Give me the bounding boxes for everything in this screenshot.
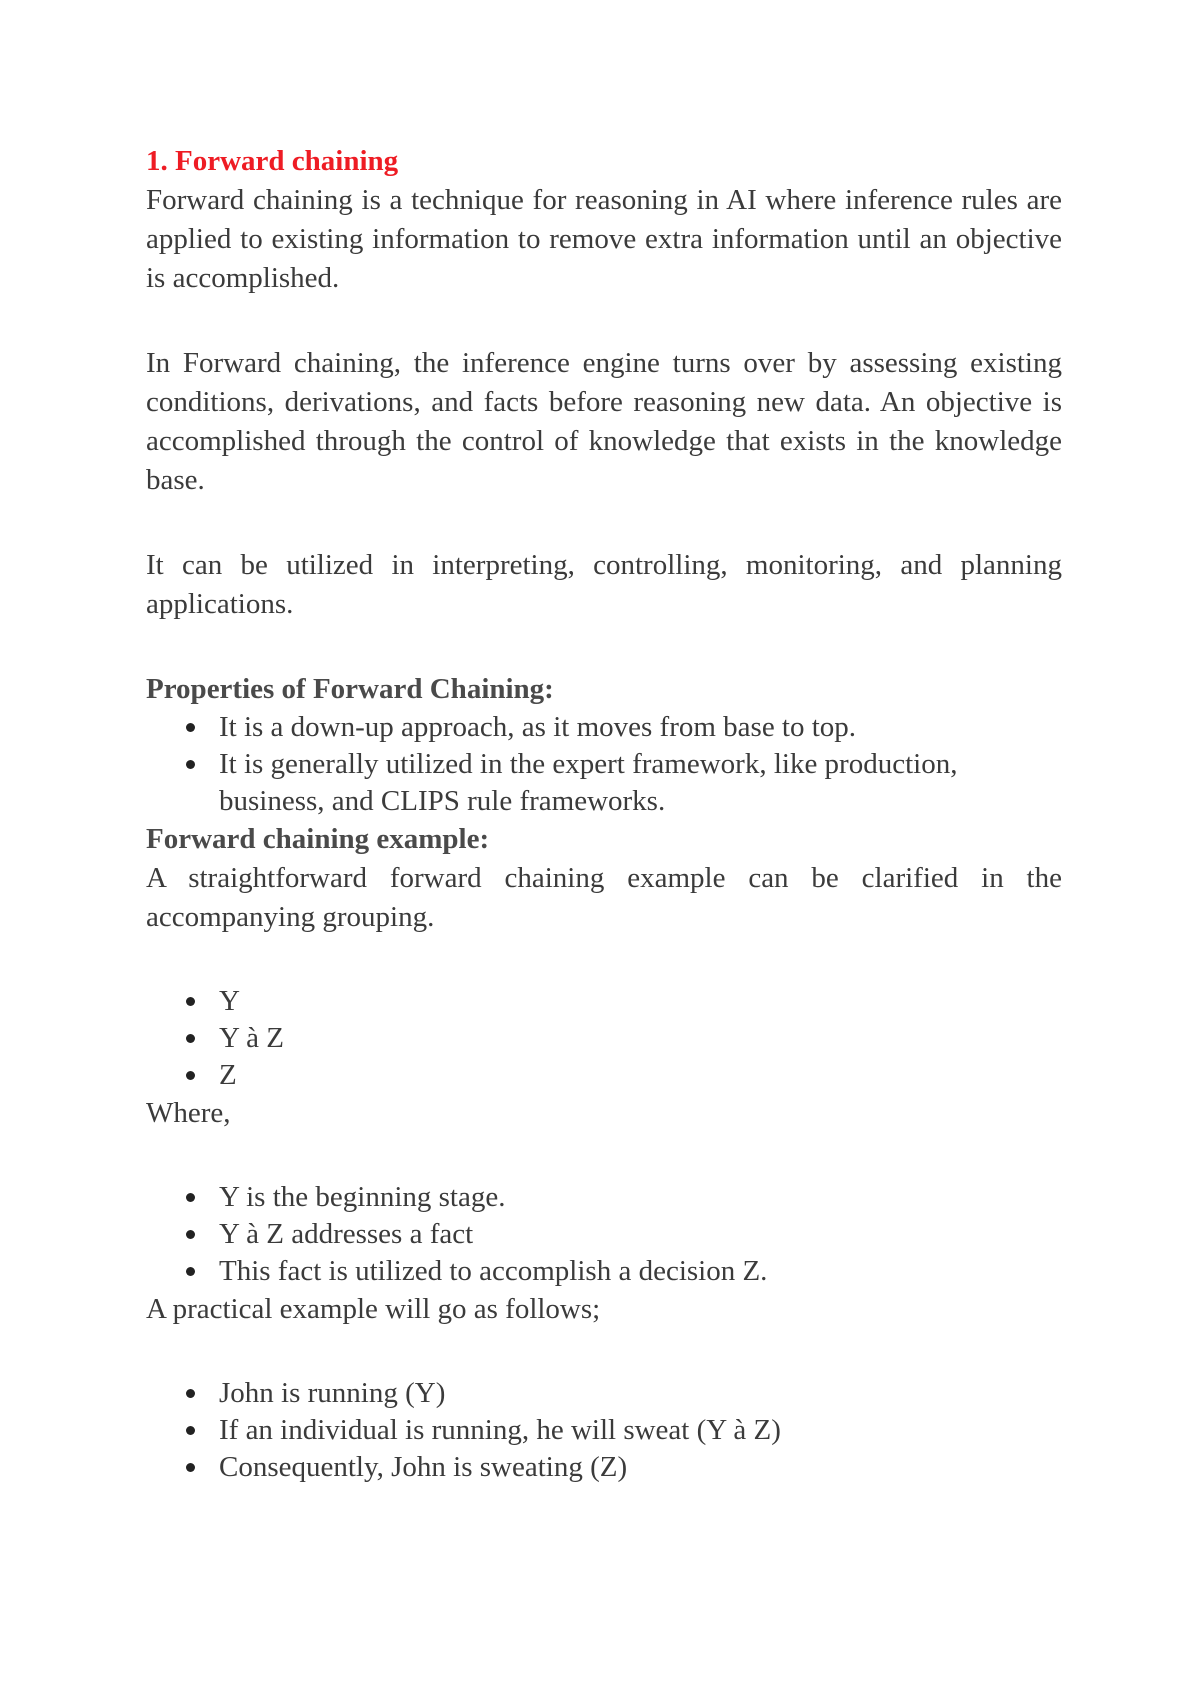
applications-paragraph: It can be utilized in interpreting, controlling, monitoring, and planning applications. — [146, 549, 1062, 620]
list-item: If an individual is running, he will sweat (Y à Z) — [146, 1412, 1062, 1449]
bullet-icon — [186, 760, 195, 769]
bullet-icon — [186, 1230, 195, 1239]
spacer — [146, 1133, 1062, 1179]
inference-paragraph: In Forward chaining, the inference engine turns over by assessing existing conditions, derivations, and facts before reasoning new data. An objective is accomplished through the control of knowledge that exists in the knowledge base. — [146, 347, 1062, 496]
document-page — [146, 142, 1062, 1486]
list-item: It is a down-up approach, as it moves from base to top. — [146, 709, 1062, 746]
example-heading: Forward chaining example: — [146, 823, 490, 855]
list-item: John is running (Y) — [146, 1375, 1062, 1412]
section-heading: 1. Forward chaining — [146, 145, 399, 177]
list-item: It is generally utilized in the expert framework, like production, business, and CLIPS rule frameworks. — [146, 746, 1062, 820]
bullet-icon — [186, 723, 195, 732]
list-item: Y à Z — [146, 1020, 1062, 1057]
list-item: Consequently, John is sweating (Z) — [146, 1449, 1062, 1486]
example-intro-paragraph: A straightforward forward chaining example can be clarified in the accompanying grouping. — [146, 862, 1062, 933]
bullet-icon — [186, 1193, 195, 1202]
sequence-list — [146, 983, 1062, 1094]
spacer — [146, 298, 1062, 344]
spacer — [146, 937, 1062, 983]
spacer — [146, 500, 1062, 546]
bullet-icon — [186, 1389, 195, 1398]
where-list — [146, 1179, 1062, 1290]
practical-list — [146, 1375, 1062, 1486]
bullet-icon — [186, 1034, 195, 1043]
bullet-icon — [186, 1267, 195, 1276]
bullet-icon — [186, 1463, 195, 1472]
where-label: Where, — [146, 1097, 231, 1129]
spacer — [146, 624, 1062, 670]
list-item: This fact is utilized to accomplish a decision Z. — [146, 1253, 1062, 1290]
list-item: Y à Z addresses a fact — [146, 1216, 1062, 1253]
bullet-icon — [186, 1426, 195, 1435]
properties-heading: Properties of Forward Chaining: — [146, 673, 554, 705]
list-item: Y — [146, 983, 1062, 1020]
bullet-icon — [186, 997, 195, 1006]
intro-paragraph: Forward chaining is a technique for reasoning in AI where inference rules are applied to existing information to remove extra information until an objective is accomplished. — [146, 184, 1062, 294]
practical-intro: A practical example will go as follows; — [146, 1293, 601, 1325]
list-item: Z — [146, 1057, 1062, 1094]
spacer — [146, 1329, 1062, 1375]
list-item: Y is the beginning stage. — [146, 1179, 1062, 1216]
bullet-icon — [186, 1071, 195, 1080]
properties-list — [146, 709, 1062, 820]
